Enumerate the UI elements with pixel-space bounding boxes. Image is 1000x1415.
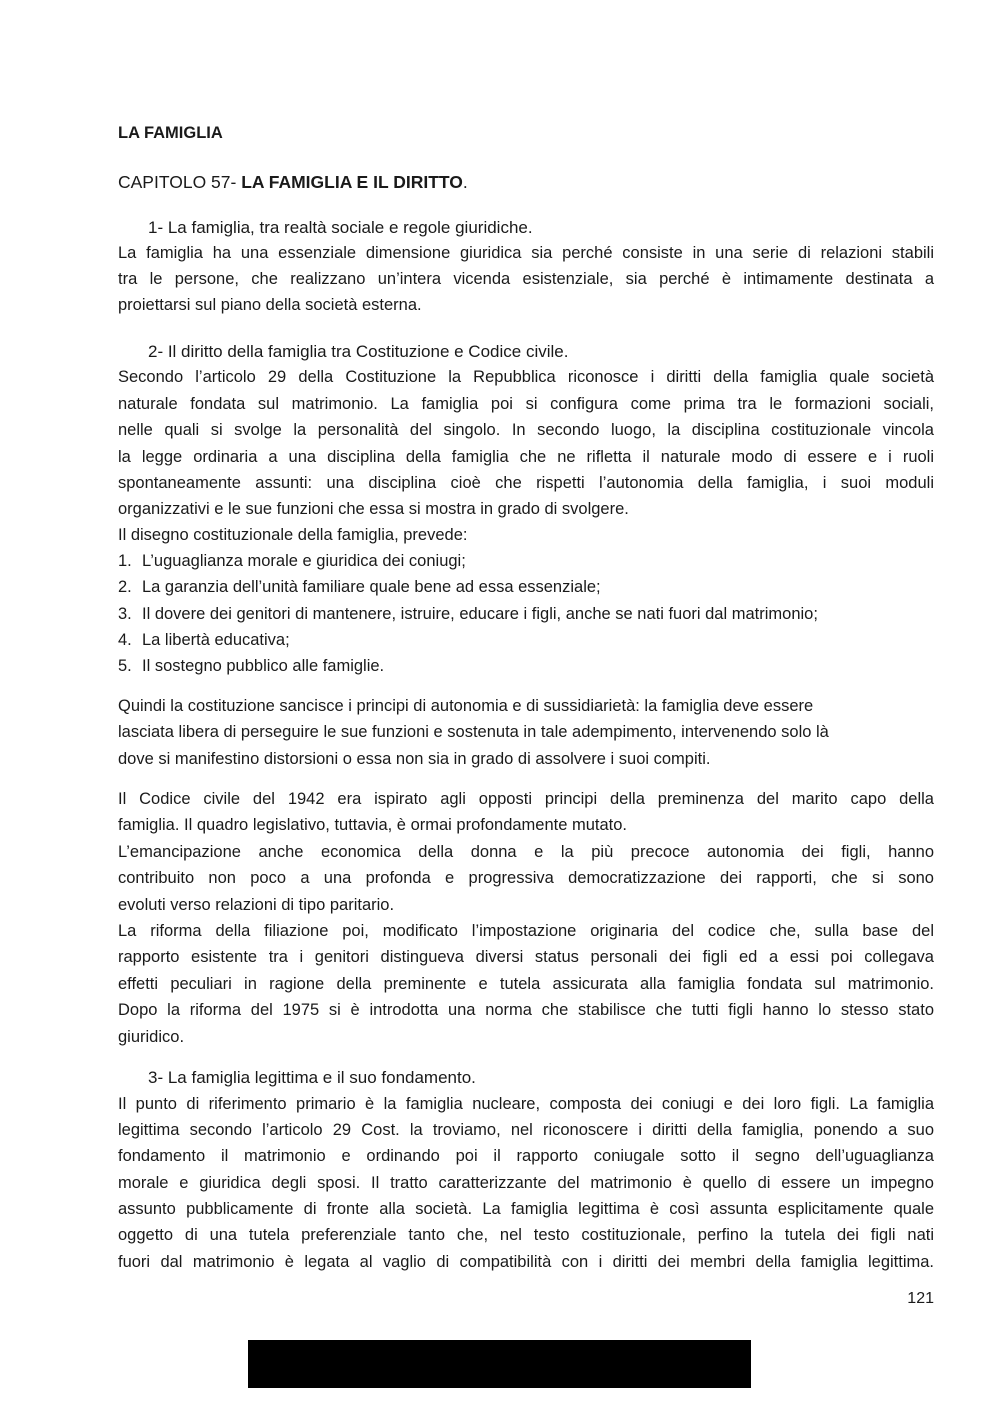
paragraph-line: famiglia. Il quadro legislativo, tuttavia, è ormai profondamente mutato. <box>118 816 628 834</box>
list-item-text: La garanzia dell’unità familiare quale bene ad essa essenziale; <box>142 578 601 596</box>
section-3-line: fondamento il matrimonio e ordinando poi il rapporto coniugale sotto il segno dell’uguaglianza <box>118 1147 934 1165</box>
list-item-text: L’uguaglianza morale e giuridica dei coniugi; <box>142 552 466 570</box>
section-2-line: Secondo l’articolo 29 della Costituzione la Repubblica riconosce i diritti della famiglia quale società <box>118 368 934 386</box>
paragraph-line: dove si manifestino distorsioni o essa non sia in grado di assolvere i suoi compiti. <box>118 750 711 768</box>
chapter-suffix: . <box>462 172 468 192</box>
paragraph-line: rapporto esistente tra i genitori distingueva diversi status personali dei figli ed a essi poi collegava <box>118 948 934 966</box>
chapter-name: LA FAMIGLIA E IL DIRITTO <box>241 172 463 192</box>
page-number: 121 <box>907 1290 934 1307</box>
chapter-prefix: CAPITOLO 57- <box>118 172 242 192</box>
document-title: LA FAMIGLIA <box>118 124 223 142</box>
list-item-number: 2. <box>118 578 132 596</box>
section-1-line: tra le persone, che realizzano un’intera vicenda esistenziale, sia perché è intimamente destinata a <box>118 270 934 288</box>
section-1-heading: 1- La famiglia, tra realtà sociale e regole giuridiche. <box>148 218 533 237</box>
paragraph-line: contribuito non poco a una profonda e progressiva democratizzazione dei rapporti, che si sono <box>118 869 934 887</box>
section-2-line: nelle quali si svolge la personalità del singolo. In secondo luogo, la disciplina costituzionale vincola <box>118 421 934 439</box>
list-item <box>118 605 818 624</box>
list-item-text: La libertà educativa; <box>142 631 290 649</box>
section-3-line: morale e giuridica degli sposi. Il tratto caratterizzante del matrimonio è quello di essere un impegno <box>118 1174 934 1192</box>
section-3-line: fuori dal matrimonio è legata al vaglio di compatibilità con i diritti dei membri della famiglia legittima. <box>118 1253 934 1271</box>
section-2-line: naturale fondata sul matrimonio. La famiglia poi si configura come prima tra le formazioni sociali, <box>118 395 934 413</box>
list-item-text: Il sostegno pubblico alle famiglie. <box>142 657 385 675</box>
section-1-line: proiettarsi sul piano della società esterna. <box>118 296 422 314</box>
section-2-heading: 2- Il diritto della famiglia tra Costituzione e Codice civile. <box>148 342 569 361</box>
section-3-heading: 3- La famiglia legittima e il suo fondamento. <box>148 1068 476 1087</box>
paragraph-line: evoluti verso relazioni di tipo paritario. <box>118 896 395 914</box>
section-3-line: Il punto di riferimento primario è la famiglia nucleare, composta dei coniugi e dei loro figli. La famiglia <box>118 1095 934 1113</box>
paragraph-line: Dopo la riforma del 1975 si è introdotta una norma che stabilisce che tutti figli hanno lo stesso stato <box>118 1001 934 1019</box>
list-item <box>118 552 466 571</box>
paragraph-line: effetti peculiari in ragione della preminente e tutela assicurata alla famiglia fondata sul matrimonio. <box>118 975 934 993</box>
list-item <box>118 578 601 597</box>
list-item <box>118 631 290 650</box>
list-item-number: 1. <box>118 552 132 570</box>
section-3-line: oggetto di una tutela preferenziale tanto che, nel testo costituzionale, perfino la tutela dei figli nati <box>118 1226 934 1244</box>
paragraph-line: Quindi la costituzione sancisce i principi di autonomia e di sussidiarietà: la famiglia deve essere <box>118 697 814 715</box>
list-item-number: 5. <box>118 657 132 675</box>
paragraph-line: lasciata libera di perseguire le sue funzioni e sostenuta in tale adempimento, intervenendo solo là <box>118 723 829 741</box>
list-item-number: 4. <box>118 631 132 649</box>
section-1-line: La famiglia ha una essenziale dimensione giuridica sia perché consiste in una serie di relazioni stabili <box>118 244 934 262</box>
section-2-line: Il disegno costituzionale della famiglia, prevede: <box>118 526 468 544</box>
paragraph-line: L’emancipazione anche economica della donna e la più precoce autonomia dei figli, hanno <box>118 843 934 861</box>
paragraph-line: La riforma della filiazione poi, modificato l’impostazione originaria del codice che, sulla base del <box>118 922 934 940</box>
list-item-text: Il dovere dei genitori di mantenere, istruire, educare i figli, anche se nati fuori dal matrimonio; <box>142 605 818 623</box>
list-item-number: 3. <box>118 605 132 623</box>
list-item <box>118 657 384 676</box>
section-2-line: la legge ordinaria a una disciplina della famiglia che ne rifletta il naturale modo di essere e i ruoli <box>118 448 934 466</box>
section-3-line: assunto pubblicamente di fronte alla società. La famiglia legittima è così assunta esplicitamente quale <box>118 1200 934 1218</box>
chapter-heading <box>118 172 468 193</box>
section-2-line: organizzativi e le sue funzioni che essa si mostra in grado di svolgere. <box>118 500 629 518</box>
section-3-line: legittima secondo l’articolo 29 Cost. la troviamo, nel riconoscere i diritti della famiglia, ponendo a suo <box>118 1121 934 1139</box>
redaction-bar <box>248 1340 751 1388</box>
paragraph-line: Il Codice civile del 1942 era ispirato agli opposti principi della preminenza del marito capo della <box>118 790 934 808</box>
paragraph-line: giuridico. <box>118 1028 185 1046</box>
section-2-line: spontaneamente assunti: una disciplina cioè che rispetti l’autonomia della famiglia, i suoi moduli <box>118 474 934 492</box>
